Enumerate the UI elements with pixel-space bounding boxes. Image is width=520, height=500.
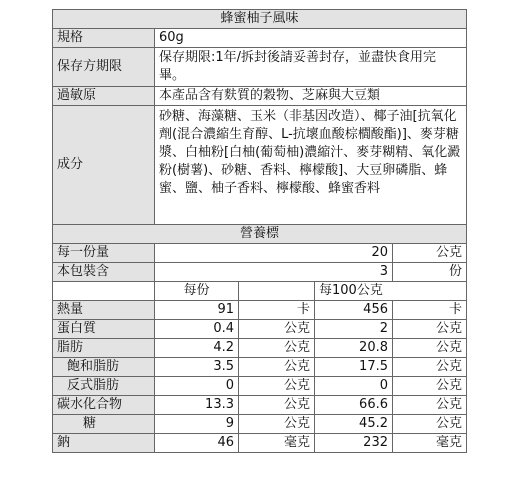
per-100g-unit: 公克 xyxy=(393,339,467,358)
nutrient-name: 飽和脂肪 xyxy=(53,358,155,377)
per-serving-value: 13.3 xyxy=(155,396,239,415)
nutrient-row-protein xyxy=(53,320,467,339)
servings-per-package-row xyxy=(53,263,467,282)
per-serving-unit: 毫克 xyxy=(239,434,315,453)
allergen-label: 過敏原 xyxy=(53,87,155,106)
title-row xyxy=(53,10,467,29)
per-100g-value: 66.6 xyxy=(315,396,393,415)
product-title: 蜂蜜柚子風味 xyxy=(53,10,467,29)
per-100g-unit: 公克 xyxy=(393,358,467,377)
per-100g-value: 17.5 xyxy=(315,358,393,377)
header-blank xyxy=(53,282,155,301)
info-row-shelf-life xyxy=(53,48,467,87)
nutrient-name: 熱量 xyxy=(53,301,155,320)
info-row-spec xyxy=(53,29,467,48)
per-serving-unit: 公克 xyxy=(239,339,315,358)
per-serving-value: 0 xyxy=(155,377,239,396)
nutrient-name: 脂肪 xyxy=(53,339,155,358)
info-row-allergen xyxy=(53,87,467,106)
nutrient-row-saturated-fat xyxy=(53,358,467,377)
header-per-100g: 每100公克 xyxy=(315,282,467,301)
serving-size-value: 20 xyxy=(155,244,393,263)
per-100g-unit: 毫克 xyxy=(393,434,467,453)
per-100g-value: 20.8 xyxy=(315,339,393,358)
per-100g-value: 2 xyxy=(315,320,393,339)
per-100g-value: 456 xyxy=(315,301,393,320)
serving-size-label: 每一份量 xyxy=(53,244,155,263)
nutrient-row-carbohydrate xyxy=(53,396,467,415)
header-blank-2 xyxy=(239,282,315,301)
servings-per-package-label: 本包裝含 xyxy=(53,263,155,282)
shelf-life-label: 保存方期限 xyxy=(53,48,155,87)
per-serving-unit: 公克 xyxy=(239,396,315,415)
servings-per-package-value: 3 xyxy=(155,263,393,282)
ingredients-label: 成分 xyxy=(53,106,155,225)
allergen-value: 本產品含有麩質的穀物、芝麻與大豆類 xyxy=(155,87,467,106)
nutrition-table xyxy=(52,224,467,453)
nutrient-row-trans-fat xyxy=(53,377,467,396)
nutrient-name: 反式脂肪 xyxy=(53,377,155,396)
info-row-ingredients xyxy=(53,106,467,225)
nutrient-row-calories xyxy=(53,301,467,320)
nutrient-rows xyxy=(53,301,467,453)
servings-per-package-unit: 份 xyxy=(393,263,467,282)
per-serving-value: 91 xyxy=(155,301,239,320)
per-serving-unit: 卡 xyxy=(239,301,315,320)
nutrition-title: 營養標 xyxy=(53,225,467,244)
spec-value: 60g xyxy=(155,29,467,48)
per-serving-unit: 公克 xyxy=(239,358,315,377)
per-serving-unit: 公克 xyxy=(239,320,315,339)
nutrient-name: 鈉 xyxy=(53,434,155,453)
per-100g-value: 232 xyxy=(315,434,393,453)
serving-size-row xyxy=(53,244,467,263)
shelf-life-value: 保存期限:1年/拆封後請妥善封存，並盡快食用完畢。 xyxy=(155,48,467,87)
per-serving-value: 0.4 xyxy=(155,320,239,339)
per-100g-unit: 公克 xyxy=(393,377,467,396)
per-100g-unit: 公克 xyxy=(393,396,467,415)
nutrition-header-row xyxy=(53,282,467,301)
per-serving-unit: 公克 xyxy=(239,415,315,434)
per-serving-value: 4.2 xyxy=(155,339,239,358)
ingredients-value: 砂糖、海藻糖、玉米（非基因改造）、椰子油[抗氧化劑(混合濃縮生育醇、L-抗壞血酸棕櫚酸酯)]、麥芽糖漿、白柚粉[白柚(葡萄柚)濃縮汁、麥芽糊精、氧化澱粉(樹薯)、砂糖、香料、檸檬酸]、大豆卵磷脂、蜂蜜、鹽、柚子香料、檸檬酸、蜂蜜香料 xyxy=(155,106,467,225)
per-serving-value: 3.5 xyxy=(155,358,239,377)
nutrient-row-fat xyxy=(53,339,467,358)
serving-size-unit: 公克 xyxy=(393,244,467,263)
per-100g-unit: 卡 xyxy=(393,301,467,320)
nutrition-title-row xyxy=(53,225,467,244)
nutrient-row-sugar xyxy=(53,415,467,434)
nutrient-name: 糖 xyxy=(53,415,155,434)
nutrient-row-sodium xyxy=(53,434,467,453)
per-100g-value: 45.2 xyxy=(315,415,393,434)
nutrient-name: 蛋白質 xyxy=(53,320,155,339)
per-serving-value: 9 xyxy=(155,415,239,434)
product-spec-sheet xyxy=(52,9,467,453)
per-serving-unit: 公克 xyxy=(239,377,315,396)
nutrient-name: 碳水化合物 xyxy=(53,396,155,415)
per-100g-unit: 公克 xyxy=(393,320,467,339)
per-100g-unit: 公克 xyxy=(393,415,467,434)
header-per-serving: 每份 xyxy=(155,282,239,301)
spec-label: 規格 xyxy=(53,29,155,48)
per-100g-value: 0 xyxy=(315,377,393,396)
product-info-table xyxy=(52,9,467,225)
per-serving-value: 46 xyxy=(155,434,239,453)
